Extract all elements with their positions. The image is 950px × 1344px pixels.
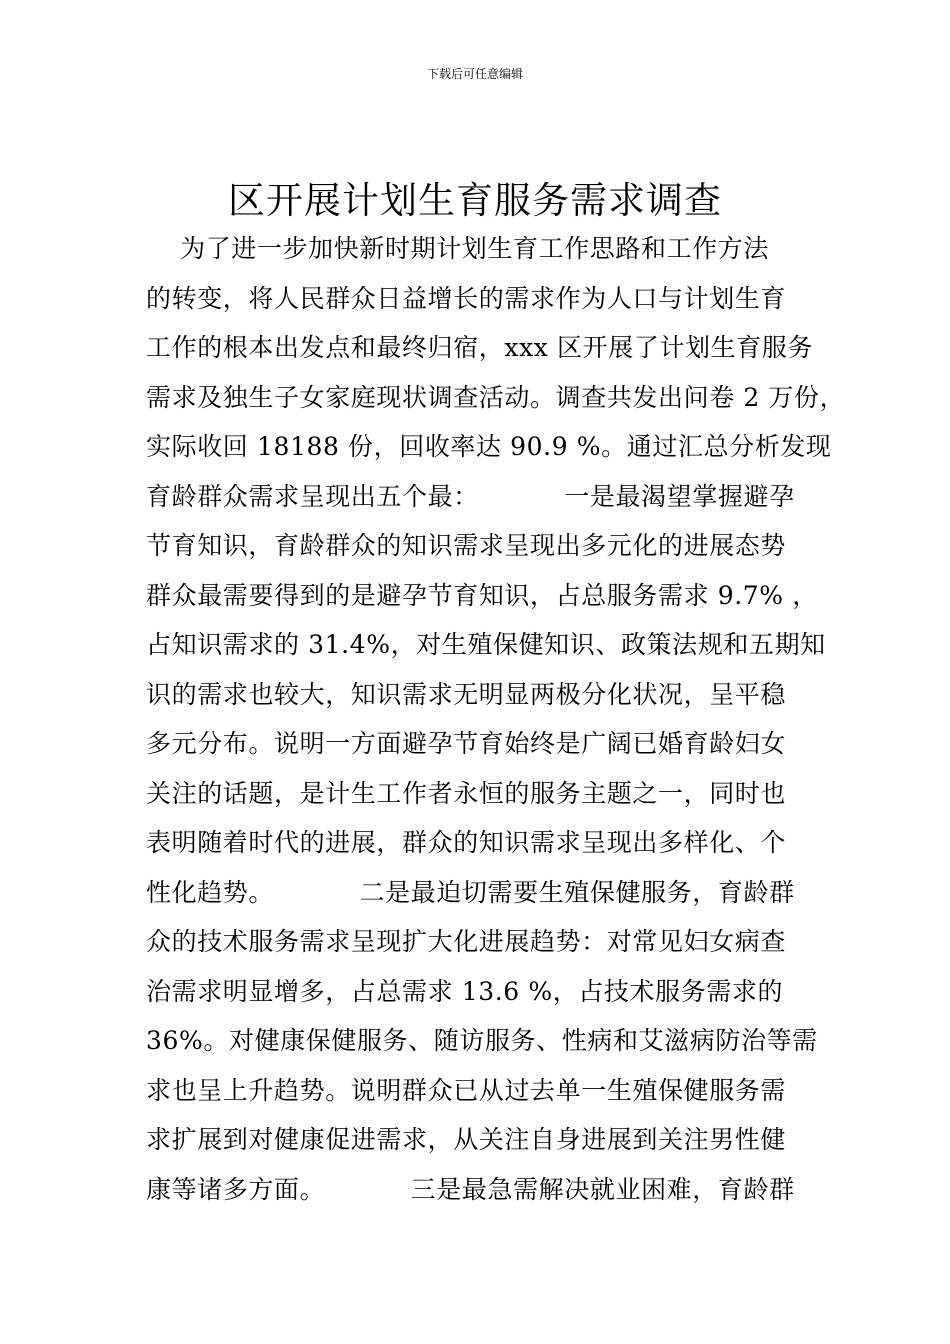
body-line: 多元分布。说明一方面避孕节育始终是广阔已婚育龄妇女 [146,729,787,758]
body-line: 占知识需求的 31.4%，对生殖保健知识、政策法规和五期知 [146,630,826,659]
body-line: 求扩展到对健康促进需求，从关注自身进展到关注男性健 [146,1125,787,1154]
body-line: 治需求明显增多，占总需求 13.6 %，占技术服务需求的 [146,976,784,1006]
document-title: 区开展计划生育服务需求调查 [228,179,722,222]
body-line: 性化趋势。 二是最迫切需要生殖保健服务，育龄群 [146,877,795,907]
body-line: 群众最需要得到的是避孕节育知识，占总服务需求 9.7% ， [146,580,818,610]
body-line: 育龄群众需求呈现出五个最： 一是最渴望掌握避孕 [146,481,795,511]
body-line: 表明随着时代的进展，群众的知识需求呈现出多样化、个 [146,828,787,857]
body-line: 需求及独生子女家庭现状调查活动。调查共发出问卷 2 万份， [146,382,846,412]
body-line: 求也呈上升趋势。说明群众已从过去单一生殖保健服务需 [146,1075,787,1105]
body-line: 节育知识，育龄群众的知识需求呈现出多元化的进展态势 [146,531,787,560]
body-line: 识的需求也较大，知识需求无明显两极分化状况，呈平稳 [146,679,787,709]
body-line: 为了进一步加快新时期计划生育工作思路和工作方法 [146,234,769,263]
page-header-note: 下载后可任意编辑 [426,67,523,81]
document-body [146,224,846,1214]
body-line: 众的技术服务需求呈现扩大化进展趋势：对常见妇女病查 [146,927,787,956]
body-line: 工作的根本出发点和最终归宿，xxx 区开展了计划生育服务 [146,333,814,362]
body-line: 康等诸多方面。 三是最急需解决就业困难，育龄群 [146,1174,795,1204]
body-line: 关注的话题，是计生工作者永恒的服务主题之一，同时也 [146,778,787,808]
body-line: 实际收回 18188 份，回收率达 90.9 %。通过汇总分析发现 [146,432,832,461]
body-line: 36%。对健康保健服务、随访服务、性病和艾滋病防治等需 [146,1026,818,1055]
body-line: 的转变，将人民群众日益增长的需求作为人口与计划生育 [146,283,787,313]
